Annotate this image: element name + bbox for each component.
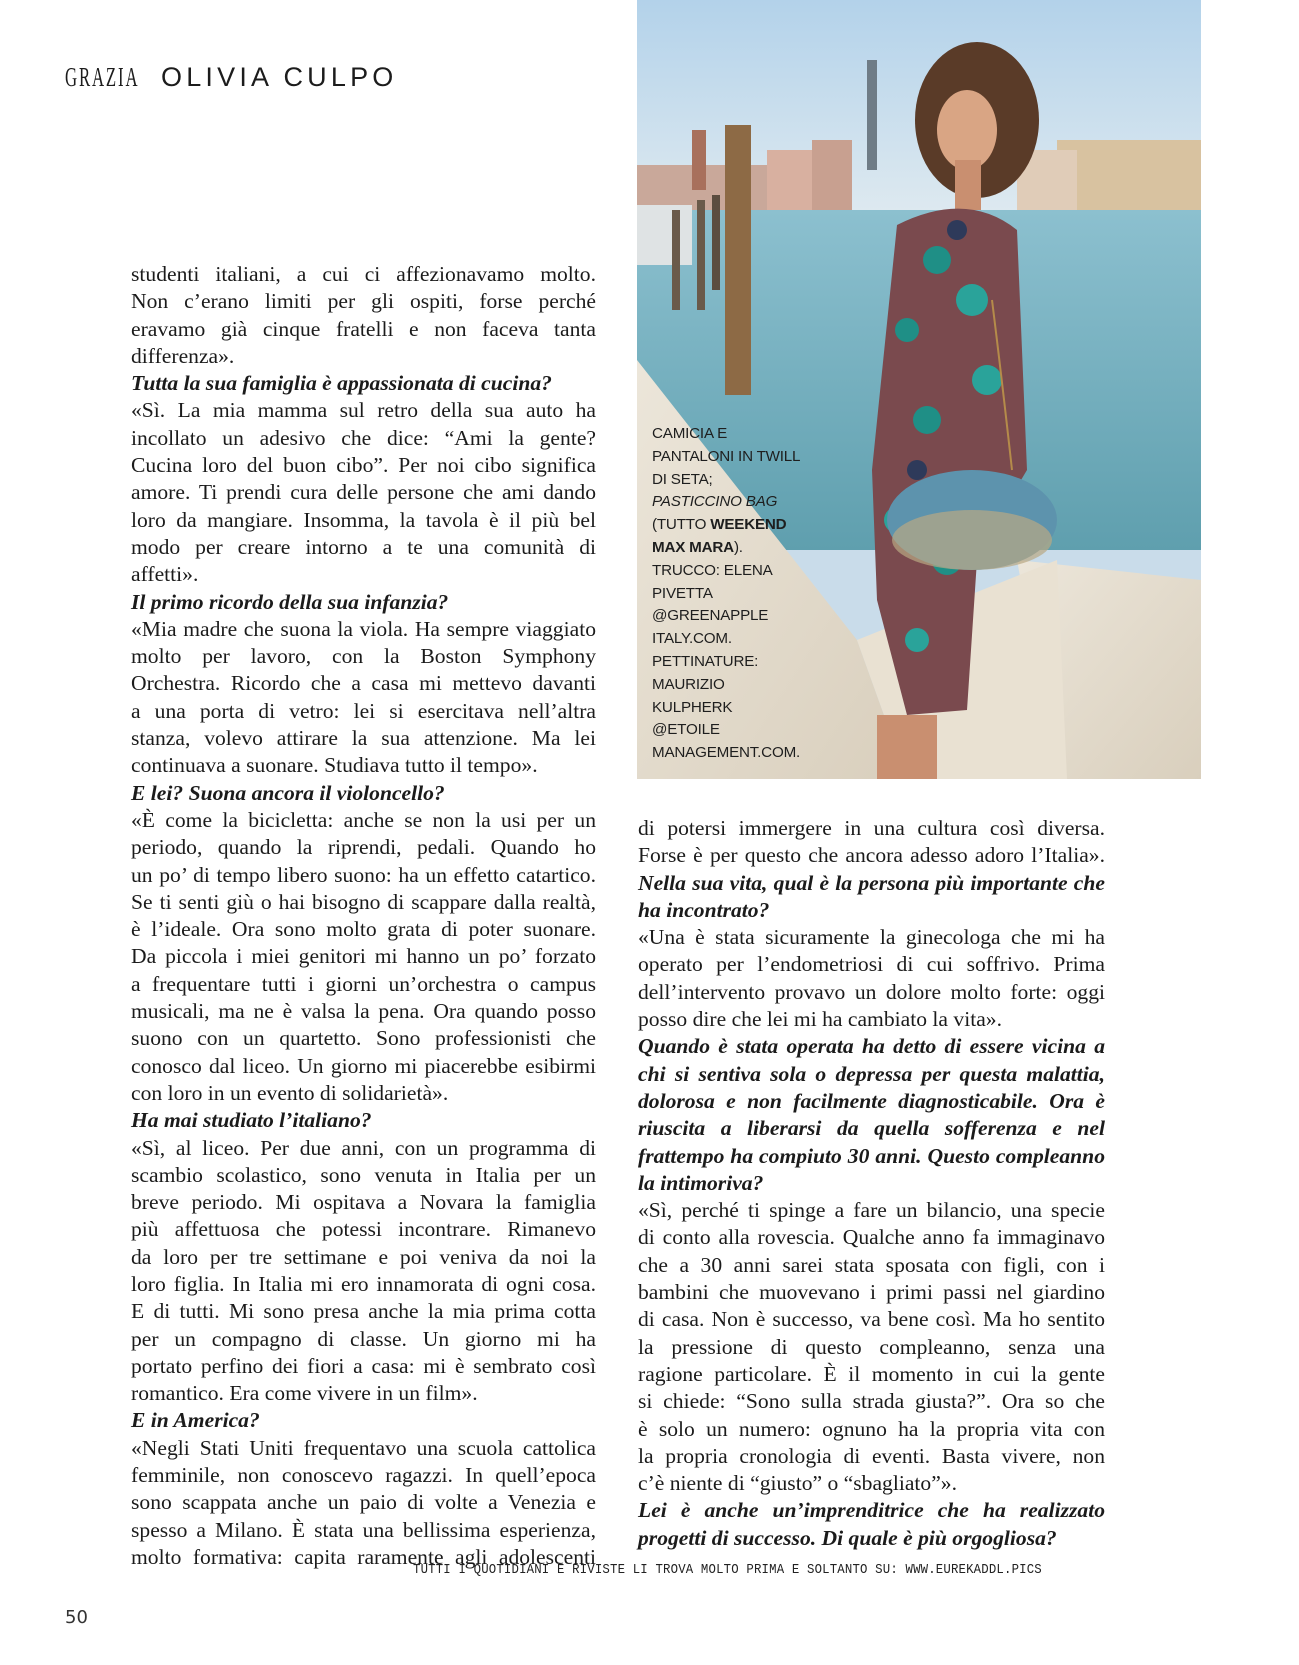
interview-question-line: E in America?: [131, 1408, 260, 1433]
body-text-line: di casa. Non è successo, va bene così. Ma ho sentito: [638, 1307, 1105, 1332]
interview-question-line: progetti di successo. Di quale è più orgogliosa?: [638, 1525, 1057, 1550]
body-text-line: differenza».: [131, 343, 235, 368]
caption-line: @ETOILE: [652, 721, 720, 739]
body-text-line: amore. Ti prendi cura delle persone che ami dando: [131, 480, 596, 505]
body-text-line: c’è niente di “giusto” o “sbagliato”».: [638, 1471, 957, 1496]
interview-question-line: la intimoriva?: [638, 1170, 764, 1195]
body-text-line: a frequentare tutti i giorni un’orchestra o campus: [131, 971, 596, 996]
body-text-line: continuava a suonare. Studiava tutto il tempo».: [131, 753, 538, 778]
body-text-line: «Sì. La mia mamma sul retro della sua auto ha: [131, 398, 596, 423]
body-text-line: operato per l’endometriosi di cui soffrivo. Prima: [638, 952, 1105, 977]
body-text-line: Da piccola i miei genitori mi hanno un po’ forzato: [131, 944, 596, 969]
body-text-line: dell’intervento provavo un dolore molto forte: oggi: [638, 979, 1105, 1004]
body-text-line: loro da mangiare. Insomma, la tavola è il più bel: [131, 507, 596, 532]
body-text-line: bambini che muovevano i primi passi nel giardino: [638, 1280, 1105, 1305]
body-text-line: suono con un quartetto. Sono professionisti che: [131, 1026, 596, 1051]
caption-line: CAMICIA E: [652, 425, 727, 442]
body-text-line: sono scappata anche un paio di volte a Venezia e: [131, 1490, 596, 1515]
body-text-line: «È come la bicicletta: anche se non la usi per un: [131, 807, 596, 832]
magazine-logo: GRAZIA: [65, 62, 140, 92]
body-text-line: è solo un numero: ognuno ha la propria vita con: [638, 1416, 1105, 1441]
body-text-line: che a 30 anni sarei stata sposata con figli, con i: [638, 1252, 1105, 1277]
body-text-line: loro figlia. In Italia mi ero innamorata di ogni cosa.: [131, 1271, 596, 1296]
body-text-line: la pressione di questo compleanno, senza una: [638, 1334, 1105, 1359]
body-text-line: si chiede: “Sono sulla strada giusta?”. Ora so che: [638, 1389, 1105, 1414]
body-text-line: per un compagno di classe. Un giorno mi ha: [131, 1326, 596, 1351]
page-header: [65, 62, 397, 93]
caption-line: MAX MARA).: [652, 538, 743, 556]
body-text-line: Cucina loro del buon cibo”. Per noi cibo significa: [131, 453, 596, 478]
caption-line: PASTICCINO BAG: [652, 493, 778, 511]
interview-question-line: chi si sentiva sola o depressa per questa malattia,: [638, 1061, 1105, 1086]
caption-line: TRUCCO: ELENA: [652, 561, 773, 579]
body-text-line: scambio scolastico, sono venuta in Italia per un: [131, 1162, 596, 1187]
body-text-line: più affettuosa che potessi incontrare. Rimanevo: [131, 1217, 596, 1242]
interview-question-line: Lei è anche un’imprenditrice che ha realizzato: [638, 1498, 1105, 1523]
interview-question-line: Quando è stata operata ha detto di essere vicina a: [638, 1034, 1105, 1059]
body-text-line: musicali, ma ne è valsa la pena. Ora quando posso: [131, 999, 596, 1024]
caption-line: @GREENAPPLE: [652, 607, 769, 625]
body-text-line: è l’ideale. Ora sono molto grata di poter suonare.: [131, 917, 596, 942]
body-text-line: Forse è per questo che ancora adesso adoro l’Italia».: [638, 843, 1105, 868]
page-number: 50: [65, 1607, 88, 1628]
body-text-line: periodo, quando la riprendi, pedali. Quando ho: [131, 835, 596, 860]
body-text-line: E di tutti. Mi sono presa anche la mia prima cotta: [131, 1299, 596, 1324]
body-text-line: affetti».: [131, 562, 199, 587]
body-text-line: posso dire che lei mi ha cambiato la vita».: [638, 1007, 1002, 1032]
interview-question-line: Ha mai studiato l’italiano?: [131, 1108, 372, 1133]
body-text-line: la propria cronologia di eventi. Basta vivere, non: [638, 1443, 1105, 1468]
body-text-line: eravamo già cinque fratelli e non faceva tanta: [131, 316, 596, 341]
body-text-line: femminile, non conoscevo ragazzi. In quell’epoca: [131, 1463, 596, 1488]
body-text-line: conosco dal liceo. Un giorno mi piacerebbe esibirmi: [131, 1053, 596, 1078]
caption-line: KULPHERK: [652, 698, 733, 716]
interview-question-line: Nella sua vita, qual è la persona più importante che: [638, 870, 1105, 895]
caption-line: DI SETA;: [652, 470, 713, 488]
interview-question-line: Tutta la sua famiglia è appassionata di cucina?: [131, 371, 552, 396]
caption-line: PETTINATURE:: [652, 652, 759, 670]
interview-question-line: E lei? Suona ancora il violoncello?: [131, 780, 445, 805]
body-text-line: Orchestra. Ricordo che a casa mi mettevo davanti: [131, 671, 596, 696]
body-text-line: da loro per tre settimane e poi veniva da noi la: [131, 1244, 596, 1269]
body-text-line: romantico. Era come vivere in un film».: [131, 1381, 478, 1406]
body-text-line: molto formativa: capita raramente agli adolescenti: [131, 1544, 596, 1569]
body-text-line: portato perfino dei fiori a casa: mi è sembrato così: [131, 1353, 596, 1378]
body-text-line: a una porta di vetro: lei si esercitava nell’altra: [131, 698, 596, 723]
interview-question-line: frattempo ha compiuto 30 anni. Questo compleanno: [638, 1143, 1105, 1168]
body-text-line: incollato un adesivo che dice: “Ami la gente?: [131, 425, 596, 450]
interview-question-line: ha incontrato?: [638, 897, 770, 922]
body-text-line: spesso a Milano. È stata una bellissima esperienza,: [131, 1517, 596, 1542]
article-right-column: [638, 815, 1105, 1552]
body-text-line: ragione particolare. È il momento in cui la gente: [638, 1361, 1105, 1386]
photo-credits-caption: [652, 423, 800, 765]
footer-notice: TUTTI I QUOTIDIANI E RIVISTE LI TROVA MOLTO PRIMA E SOLTANTO SU: WWW.EUREKADDL.PICS: [413, 1563, 1042, 1578]
body-text-line: di potersi immergere in una cultura così diversa.: [638, 816, 1105, 840]
caption-line: PANTALONI IN TWILL: [652, 447, 801, 465]
body-text-line: breve periodo. Mi ospitava a Novara la famiglia: [131, 1190, 596, 1215]
body-text-line: studenti italiani, a cui ci affezionavamo molto.: [131, 262, 596, 286]
caption-line: (TUTTO WEEKEND: [652, 516, 787, 534]
body-text-line: «Sì, al liceo. Per due anni, con un programma di: [131, 1135, 596, 1160]
body-text-line: molto per lavoro, con la Boston Symphony: [131, 644, 596, 669]
body-text-line: con loro in un evento di solidarietà».: [131, 1080, 449, 1105]
interview-question-line: Il primo ricordo della sua infanzia?: [131, 589, 449, 614]
caption-line: ITALY.COM.: [652, 630, 732, 648]
article-subject-title: OLIVIA CULPO: [161, 62, 398, 92]
article-left-column: [131, 261, 596, 1571]
body-text-line: «Sì, perché ti spinge a fare un bilancio, una specie: [638, 1198, 1105, 1223]
interview-question-line: riuscita a liberarsi da quella sofferenza e nel: [638, 1116, 1105, 1141]
body-text-line: «Negli Stati Uniti frequentavo una scuola cattolica: [131, 1435, 596, 1460]
body-text-line: stanza, volevo attirare la sua attenzione. Ma lei: [131, 726, 596, 751]
caption-line: PIVETTA: [652, 584, 713, 602]
caption-line: MAURIZIO: [652, 675, 725, 693]
body-text-line: Non c’erano limiti per gli ospiti, forse perché: [131, 289, 596, 314]
body-text-line: «Mia madre che suona la viola. Ha sempre viaggiato: [131, 616, 596, 641]
body-text-line: Se ti senti giù o hai bisogno di scappare dalla realtà,: [131, 889, 596, 914]
interview-question-line: dolorosa e non facilmente diagnosticabile. Ora è: [638, 1088, 1105, 1113]
body-text-line: un po’ di tempo libero suono: ha un effetto catartico.: [131, 862, 596, 887]
body-text-line: «Una è stata sicuramente la ginecologa che mi ha: [638, 925, 1105, 950]
caption-line: MANAGEMENT.COM.: [652, 744, 801, 762]
body-text-line: di conto alla rovescia. Qualche anno fa immaginavo: [638, 1225, 1105, 1250]
body-text-line: modo per creare intorno a te una comunità di: [131, 534, 596, 559]
